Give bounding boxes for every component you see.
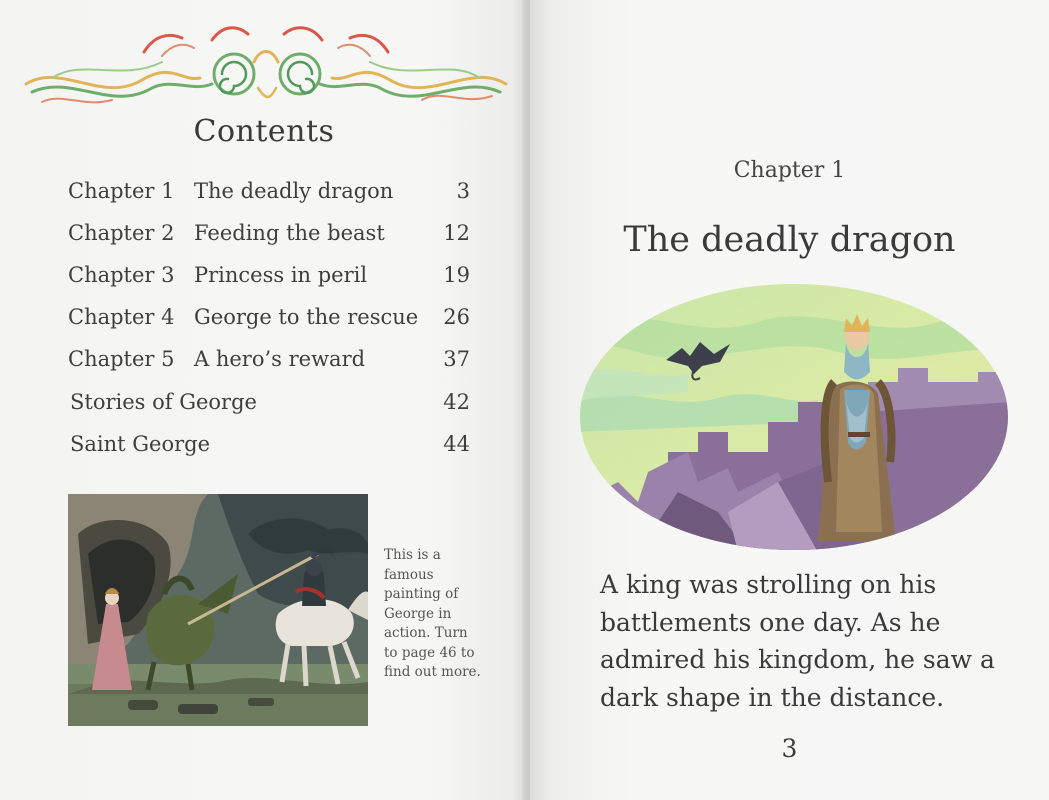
toc-page-number: 37 — [443, 347, 470, 371]
toc-row-stories-of-george[interactable] — [68, 390, 470, 420]
toc-row-saint-george[interactable] — [68, 432, 470, 462]
contents-title: Contents — [193, 114, 335, 149]
toc-page-number: 26 — [443, 305, 470, 329]
toc-row-chapter-2[interactable] — [68, 221, 470, 251]
right-page — [530, 0, 1049, 800]
toc-extra-title: Saint George — [70, 432, 211, 456]
chapter-title: The deadly dragon — [623, 220, 956, 260]
toc-chapter-label: Chapter 1 — [68, 179, 175, 203]
king-battlements-illustration — [578, 282, 1010, 552]
toc-chapter-label: Chapter 4 — [68, 305, 175, 329]
chapter-label: Chapter 1 — [733, 158, 846, 183]
toc-chapter-label: Chapter 3 — [68, 263, 175, 287]
toc-chapter-title: Princess in peril — [194, 263, 368, 287]
toc-row-chapter-4[interactable] — [68, 305, 470, 335]
toc-chapter-title: The deadly dragon — [194, 179, 394, 203]
toc-row-chapter-5[interactable] — [68, 347, 470, 377]
toc-page-number: 12 — [443, 221, 470, 245]
painting-caption: This is a famous painting of George in action. Turn to page 46 to find out more. — [384, 547, 481, 680]
toc-row-chapter-1[interactable] — [68, 179, 470, 209]
toc-page-number: 3 — [456, 179, 470, 203]
toc-chapter-title: Feeding the beast — [194, 221, 385, 245]
page-number: 3 — [781, 734, 798, 763]
toc-page-number: 42 — [443, 390, 470, 414]
painting-illustration — [68, 494, 368, 726]
toc-chapter-title: A hero’s reward — [194, 347, 366, 371]
toc-chapter-label: Chapter 2 — [68, 221, 175, 245]
toc-extra-title: Stories of George — [70, 390, 257, 414]
toc-row-chapter-3[interactable] — [68, 263, 470, 293]
toc-page-number: 44 — [443, 432, 470, 456]
toc-chapter-label: Chapter 5 — [68, 347, 175, 371]
toc-chapter-title: George to the rescue — [194, 305, 419, 329]
toc-page-number: 19 — [443, 263, 470, 287]
story-text: A king was strolling on his battlements one day. As he admired his kingdom, he saw a dark shape in the distance. — [600, 570, 995, 712]
ornament-decoration — [22, 22, 510, 112]
